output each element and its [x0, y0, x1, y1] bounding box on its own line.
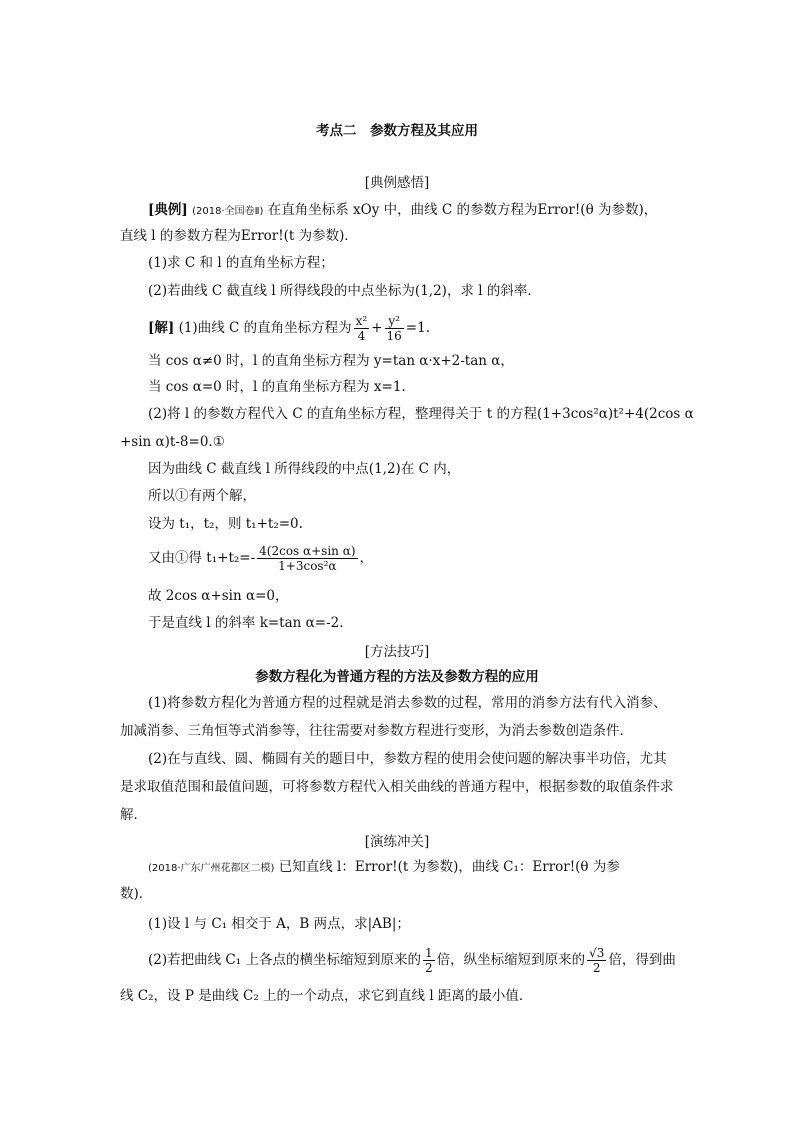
practice-statement-1: 已知直线 l：Error!(t 为参数)，曲线 C₁：Error!(θ 为参 — [278, 859, 620, 875]
solution-step-2: 当 cos α≠0 时，l 的直角坐标方程为 y=tan α·x+2-tan α， — [148, 353, 514, 369]
solution-tag: [解] — [148, 320, 175, 336]
practice-question-1: (1)设 l 与 C₁ 相交于 A，B 两点，求|AB|； — [148, 916, 410, 932]
solution-step-9: 又由①得 t₁+t₂=- $\frac{\text{4(2cos α+sin α)}}{\text{1+3cos²α}}$ ， — [148, 544, 374, 573]
practice-line-1 — [148, 857, 620, 879]
practice-question-2: (2)若把曲线 C₁ 上各点的横坐标缩短到原来的 $\frac{1}{2}$ 倍，纵坐标缩短到原来的 $\frac{√3}{2}$ 倍，得到曲 — [148, 946, 676, 975]
example-source: (2018·全国卷Ⅱ) — [192, 206, 264, 217]
practice-statement-2: 数)． — [120, 886, 153, 902]
solution-step-3: 当 cos α=0 时，l 的直角坐标方程为 x=1. — [148, 379, 406, 395]
solution-step-11: 于是直线 l 的斜率 k=tan α=-2. — [148, 615, 344, 631]
method-paragraph-2: (2)在与直线、圆、椭圆有关的题目中，参数方程的使用会使问题的解决事半功倍，尤其是求取值范围和最值问题，可将参数方程代入相关曲线的普通方程中，根据参数的取值条件求解． — [120, 751, 674, 823]
example-statement-1: 在直角坐标系 xOy 中，曲线 C 的参数方程为Error!(θ 为参数)， — [267, 202, 658, 218]
example-tag: [典例] — [148, 202, 188, 218]
page-title: 考点二 参数方程及其应用 — [316, 123, 478, 139]
example-question-2: (2)若曲线 C 截直线 l 所得线段的中点坐标为(1,2)，求 l 的斜率． — [148, 283, 541, 299]
section-heading-methods: [方法技巧] — [364, 644, 430, 660]
method-paragraph-1: (1)将参数方程化为普通方程的过程就是消去参数的过程，常用的消参方法有代入消参、加减消参、三角恒等式消参等，往往需要对参数方程进行变形，为消去参数创造条件． — [120, 695, 667, 739]
solution-step-1-prefix: (1)曲线 C 的直角坐标方程为 — [178, 320, 352, 336]
section-heading-practice: [演练冲关] — [364, 834, 430, 850]
example-line-1 — [148, 200, 657, 222]
method-title: 参数方程化为普通方程的方法及参数方程的应用 — [255, 669, 539, 685]
solution-step-6: 因为曲线 C 截直线 l 所得线段的中点(1,2)在 C 内， — [148, 461, 461, 477]
solution-step-5: +sin α)t-8=0.① — [120, 434, 225, 450]
solution-step-7: 所以①有两个解， — [148, 488, 256, 504]
fraction-one-half: $\frac{1}{2}$ — [424, 946, 433, 975]
fraction-root3-over-2: $\frac{√3}{2}$ — [589, 946, 605, 975]
solution-step-10: 故 2cos α+sin α=0， — [148, 588, 289, 604]
solution-step-8: 设为 t₁，t₂，则 t₁+t₂=0. — [148, 516, 303, 532]
example-statement-2: 直线 l 的参数方程为Error!(t 为参数)． — [120, 228, 358, 244]
fraction-sum-expression: $\frac{\text{4(2cos α+sin α)}}{\text{1+3cos²α}}$ — [259, 544, 356, 573]
practice-question-2-continued: 线 C₂，设 P 是曲线 C₂ 上的一个动点，求它到直线 l 距离的最小值． — [120, 988, 533, 1004]
fraction-y2-over-16: $\frac{\text{y²}}{16}$ — [386, 314, 402, 343]
practice-source: (2018·广东广州花都区二模) — [148, 863, 275, 874]
section-heading-examples: [典例感悟] — [364, 175, 430, 191]
example-question-1: (1)求 C 和 l 的直角坐标方程； — [148, 255, 334, 271]
solution-step-4: (2)将 l 的参数方程代入 C 的直角坐标方程，整理得关于 t 的方程(1+3cos²α)t²+4(2cos α — [148, 406, 694, 422]
solution-line-1: [解] (1)曲线 C 的直角坐标方程为 $\frac{\text{x²}}{4}$ + $\frac{\text{y²}}{16}$ =1. — [148, 314, 430, 343]
fraction-x2-over-4: $\frac{\text{x²}}{4}$ — [355, 314, 368, 343]
